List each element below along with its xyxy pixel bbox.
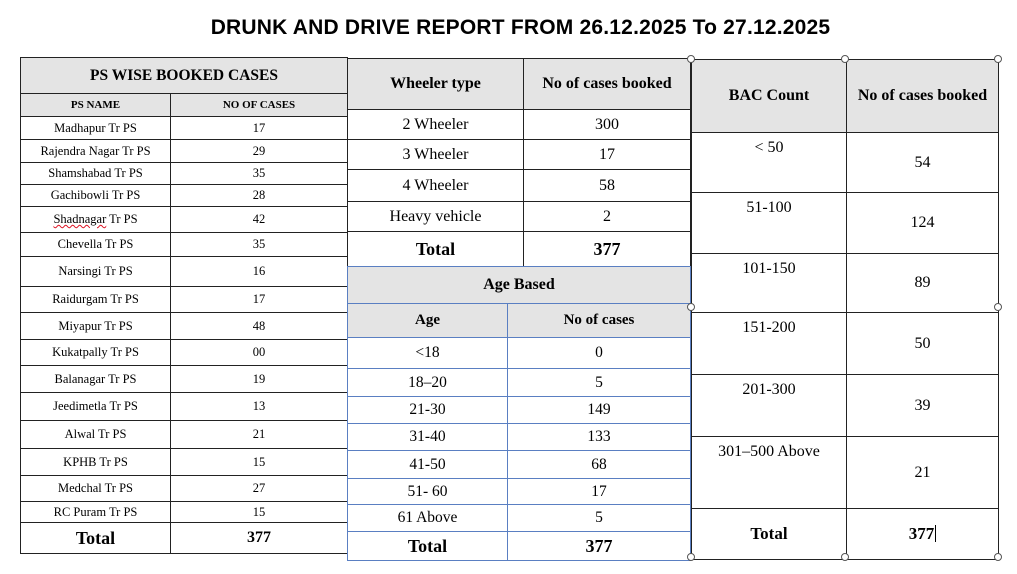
wheeler-type: 2 Wheeler (348, 110, 524, 140)
bac-cases: 89 (847, 254, 999, 313)
resize-handle-bottom-left[interactable] (687, 553, 695, 561)
bac-range: 301–500 Above (692, 437, 847, 509)
age-range: 51- 60 (348, 479, 508, 505)
table-row (21, 502, 348, 523)
ps-name: Madhapur Tr PS (21, 117, 171, 140)
table-row (348, 170, 691, 202)
table-row (21, 287, 348, 313)
table-row (21, 207, 348, 233)
ps-cases: 17 (171, 287, 348, 313)
bac-range: 51-100 (692, 193, 847, 254)
table-row (21, 233, 348, 257)
table-row (692, 437, 999, 509)
ps-cases: 27 (171, 476, 348, 502)
bac-range: 201-300 (692, 375, 847, 437)
resize-handle-middle-left[interactable] (687, 303, 695, 311)
table-row (348, 424, 691, 451)
table-row (21, 340, 348, 366)
table-row (348, 397, 691, 424)
wheeler-cases: 2 (524, 202, 691, 232)
ps-name (21, 207, 171, 233)
table-row (348, 479, 691, 505)
total-row (348, 532, 691, 561)
table-row (21, 140, 348, 163)
age-range: 41-50 (348, 451, 508, 479)
bac-cases: 21 (847, 437, 999, 509)
ps-cases: 17 (171, 117, 348, 140)
age-cases: 149 (508, 397, 691, 424)
ps-cases: 15 (171, 449, 348, 476)
age-cases: 5 (508, 505, 691, 532)
age-total-value: 377 (508, 532, 691, 561)
bac-total-value-cell[interactable] (847, 509, 999, 560)
wheeler-cases: 300 (524, 110, 691, 140)
ps-name: Medchal Tr PS (21, 476, 171, 502)
resize-handle-middle-right[interactable] (994, 303, 1002, 311)
age-range: <18 (348, 338, 508, 369)
bac-count-table[interactable] (691, 59, 999, 560)
ps-name: Jeedimetla Tr PS (21, 393, 171, 421)
wheeler-type-table (347, 58, 691, 268)
table-row (348, 451, 691, 479)
table-row (21, 449, 348, 476)
ps-name: Narsingi Tr PS (21, 257, 171, 287)
bac-count-header: BAC Count (692, 60, 847, 133)
bac-cases-header: No of cases booked (847, 60, 999, 133)
wheeler-total-value: 377 (524, 232, 691, 268)
table-row (21, 257, 348, 287)
ps-cases: 35 (171, 163, 348, 185)
ps-cases: 35 (171, 233, 348, 257)
total-row (692, 509, 999, 560)
table-row (348, 140, 691, 170)
ps-total-value: 377 (171, 523, 348, 554)
ps-name: Miyapur Tr PS (21, 313, 171, 340)
wheeler-type-header: Wheeler type (348, 59, 524, 110)
ps-name: Chevella Tr PS (21, 233, 171, 257)
text-cursor (935, 525, 936, 542)
table-row (348, 369, 691, 397)
age-table-heading: Age Based (348, 267, 691, 304)
table-row (21, 421, 348, 449)
wheeler-cases-header: No of cases booked (524, 59, 691, 110)
bac-total-label: Total (692, 509, 847, 560)
bac-total-value: 377 (908, 524, 935, 543)
age-cases: 5 (508, 369, 691, 397)
wheeler-type: Heavy vehicle (348, 202, 524, 232)
bac-cases: 39 (847, 375, 999, 437)
resize-handle-bottom-center[interactable] (841, 553, 849, 561)
bac-range: < 50 (692, 133, 847, 193)
table-row (21, 476, 348, 502)
bac-range: 151-200 (692, 313, 847, 375)
wheeler-cases: 17 (524, 140, 691, 170)
ps-name-misspelled: Shadnagar (53, 212, 107, 226)
ps-name: Shamshabad Tr PS (21, 163, 171, 185)
age-range: 31-40 (348, 424, 508, 451)
bac-cases: 124 (847, 193, 999, 254)
ps-cases: 29 (171, 140, 348, 163)
wheeler-type: 3 Wheeler (348, 140, 524, 170)
ps-cases: 21 (171, 421, 348, 449)
table-row (348, 338, 691, 369)
table-row (348, 110, 691, 140)
ps-cases: 42 (171, 207, 348, 233)
table-row (348, 505, 691, 532)
bac-cases: 54 (847, 133, 999, 193)
age-total-label: Total (348, 532, 508, 561)
ps-name: Gachibowli Tr PS (21, 185, 171, 207)
ps-cases: 28 (171, 185, 348, 207)
ps-table-heading: PS WISE BOOKED CASES (21, 58, 348, 94)
age-cases: 68 (508, 451, 691, 479)
age-range: 21-30 (348, 397, 508, 424)
table-row (21, 117, 348, 140)
ps-name: Rajendra Nagar Tr PS (21, 140, 171, 163)
table-row (21, 393, 348, 421)
age-cases-header: No of cases (508, 304, 691, 338)
ps-cases: 13 (171, 393, 348, 421)
ps-name: Balanagar Tr PS (21, 366, 171, 393)
ps-cases: 15 (171, 502, 348, 523)
table-row (692, 375, 999, 437)
age-header: Age (348, 304, 508, 338)
table-row (692, 254, 999, 313)
table-row (692, 193, 999, 254)
bac-cases: 50 (847, 313, 999, 375)
ps-name: Kukatpally Tr PS (21, 340, 171, 366)
age-cases: 133 (508, 424, 691, 451)
ps-wise-table (20, 57, 348, 554)
total-row (21, 523, 348, 554)
resize-handle-top-right[interactable] (994, 55, 1002, 63)
ps-name: Raidurgam Tr PS (21, 287, 171, 313)
wheeler-type: 4 Wheeler (348, 170, 524, 202)
ps-name-suffix: Tr PS (106, 212, 138, 226)
ps-total-label: Total (21, 523, 171, 554)
bac-range: 101-150 (692, 254, 847, 313)
age-range: 18–20 (348, 369, 508, 397)
ps-cases: 48 (171, 313, 348, 340)
ps-name: KPHB Tr PS (21, 449, 171, 476)
resize-handle-top-center[interactable] (841, 55, 849, 63)
ps-cases: 16 (171, 257, 348, 287)
resize-handle-top-left[interactable] (687, 55, 695, 63)
table-row (692, 133, 999, 193)
wheeler-total-label: Total (348, 232, 524, 268)
total-row (348, 232, 691, 268)
ps-cases-header: NO OF CASES (171, 94, 348, 117)
table-row (692, 313, 999, 375)
ps-name-header: PS NAME (21, 94, 171, 117)
table-row (21, 366, 348, 393)
age-cases: 17 (508, 479, 691, 505)
ps-name: Alwal Tr PS (21, 421, 171, 449)
table-row (21, 163, 348, 185)
ps-cases: 00 (171, 340, 348, 366)
table-row (21, 185, 348, 207)
age-cases: 0 (508, 338, 691, 369)
report-title: DRUNK AND DRIVE REPORT FROM 26.12.2025 To 27.12.2025 (210, 16, 831, 39)
ps-cases: 19 (171, 366, 348, 393)
ps-name: RC Puram Tr PS (21, 502, 171, 523)
age-range: 61 Above (348, 505, 508, 532)
table-row (348, 202, 691, 232)
resize-handle-bottom-right[interactable] (994, 553, 1002, 561)
table-row (21, 313, 348, 340)
wheeler-cases: 58 (524, 170, 691, 202)
age-based-table (347, 266, 691, 561)
